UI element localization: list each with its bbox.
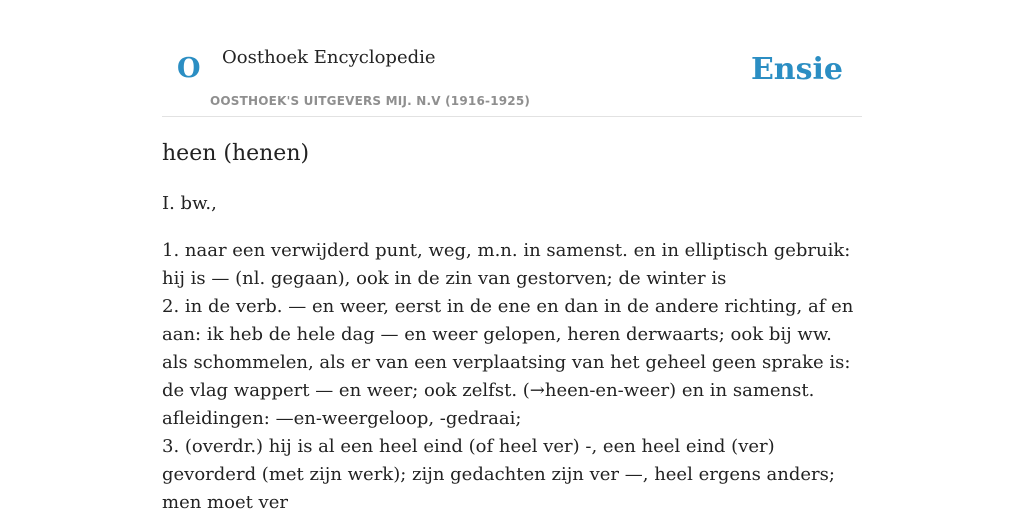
- publisher-line: OOSTHOEK'S UITGEVERS MIJ. N.V (1916-1925): [210, 94, 531, 108]
- entry-sense-3: 3. (overdr.) hij is al een heel eind (of heel ver) -, een heel eind (ver) gevorderd (met zijn werk); zijn gedachten zijn ver —, heel ergens anders; men moet ver: [162, 436, 835, 512]
- brand-logo[interactable]: Ensie: [750, 52, 843, 87]
- dictionary-entry: [162, 138, 862, 512]
- entry-grammar: I. bw.,: [162, 193, 217, 214]
- entry-headword: heen (henen): [162, 141, 310, 166]
- entry-senses: [162, 237, 862, 512]
- source-header: [162, 34, 862, 117]
- entry-sense-1: 1. naar een verwijderd punt, weg, m.n. in samenst. en in elliptisch gebruik: hij is — (nl. gegaan), ook in de zin van gestorven; de winter is: [162, 240, 851, 289]
- source-logo[interactable]: O: [177, 53, 201, 84]
- source-title[interactable]: Oosthoek Encyclopedie: [222, 47, 436, 68]
- entry-sense-2: 2. in de verb. — en weer, eerst in de ene en dan in de andere richting, af en aan: ik heb de hele dag — en weer gelopen, heren derwaarts; ook bij ww. als schommelen, als er van een verplaatsing van het geheel geen sprake is: de vlag wappert — en weer; ook zelfst. (→heen-en-weer) en in samenst. afleidingen: —en-weergeloop, -gedraai;: [162, 296, 854, 429]
